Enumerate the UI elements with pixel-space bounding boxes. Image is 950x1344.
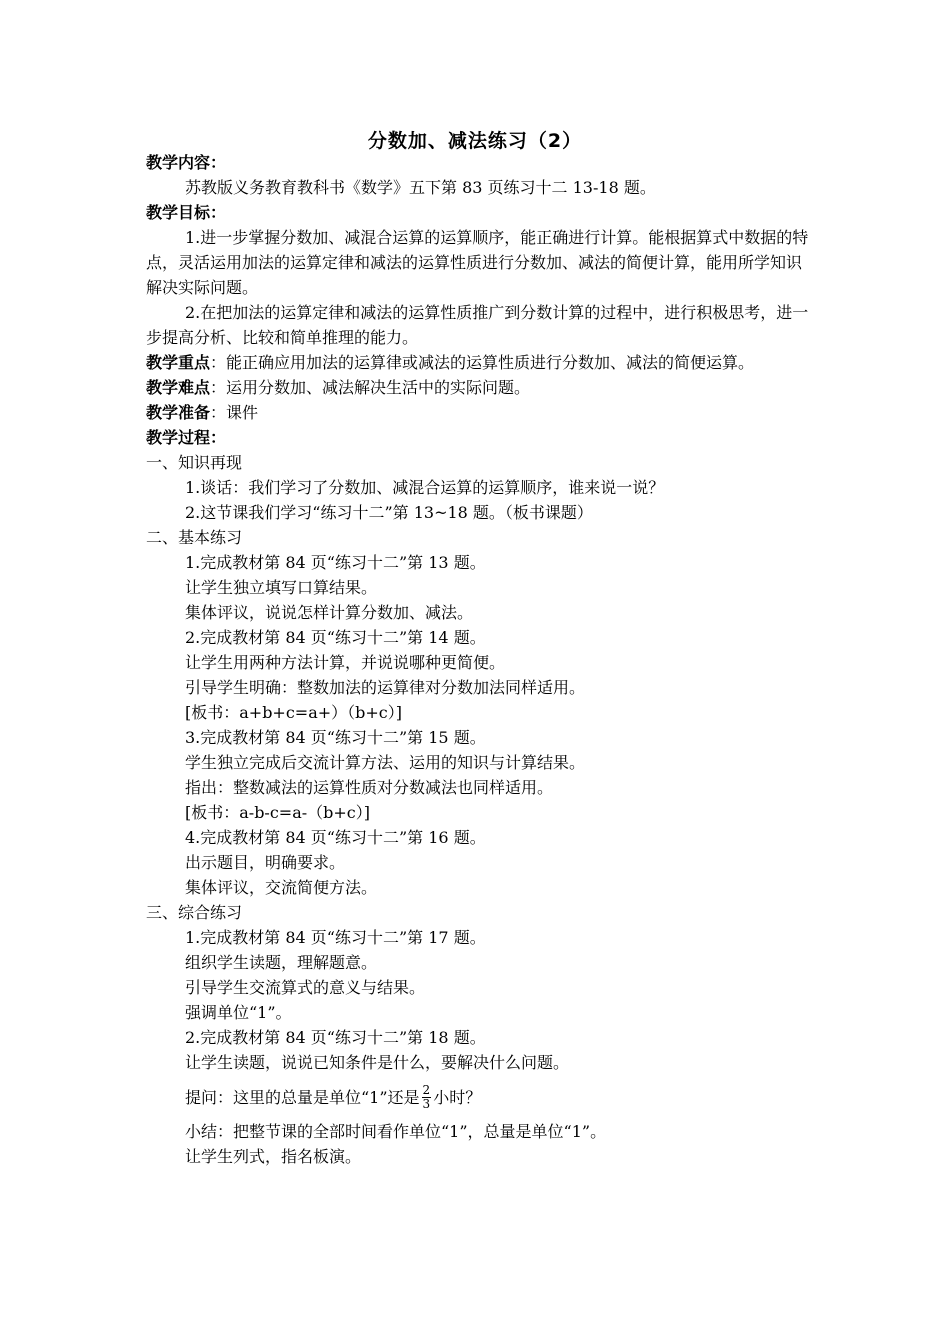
section-2-heading: 二、基本练习: [146, 528, 243, 547]
section-3-heading: 三、综合练习: [146, 903, 243, 922]
content-text: 苏教版义务教育教科书《数学》五下第 83 页练习十二 13-18 题。: [185, 178, 656, 197]
s2-item-4: 4.完成教材第 84 页“练习十二”第 16 题。: [185, 828, 486, 847]
s2-item-1a: 让学生独立填写口算结果。: [185, 578, 378, 597]
label-process: 教学过程：: [146, 428, 227, 447]
s1-item-1: 1.谈话：我们学习了分数加、减混合运算的运算顺序，谁来说一说？: [185, 478, 665, 497]
s3-question-prefix: 提问：这里的总量是单位“1”还是: [185, 1087, 420, 1107]
goal-1: 1.进一步掌握分数加、减混合运算的运算顺序，能正确进行计算。能根据算式中数据的特点，灵活运用加法的运算定律和减法的运算性质进行分数加、减法的简便计算，能用所学知识解决实际问题。: [146, 228, 809, 297]
s3-item-2d: 让学生列式，指名板演。: [185, 1147, 362, 1166]
label-prep: 教学准备: [146, 403, 211, 422]
prep-text: ：课件: [210, 403, 259, 422]
s3-item-2a: 让学生读题，说说已知条件是什么，要解决什么问题。: [185, 1053, 570, 1072]
key-point-paragraph: [146, 350, 810, 375]
key-text: ：能正确应用加法的运算律或减法的运算性质进行分数加、减法的简便运算。: [210, 353, 755, 372]
s2-item-1: 1.完成教材第 84 页“练习十二”第 13 题。: [185, 553, 486, 572]
s3-item-1b: 引导学生交流算式的意义与结果。: [185, 978, 426, 997]
preparation-paragraph: [146, 400, 810, 425]
s2-item-1b: 集体评议，说说怎样计算分数加、减法。: [185, 603, 474, 622]
s3-item-1: 1.完成教材第 84 页“练习十二”第 17 题。: [185, 928, 486, 947]
goal-2: 2.在把加法的运算定律和减法的运算性质推广到分数计算的过程中，进行积极思考，进一步提高分析、比较和简单推理的能力。: [146, 303, 809, 347]
fraction-numerator: 2: [422, 1082, 431, 1097]
difficult-text: ：运用分数加、减法解决生活中的实际问题。: [210, 378, 531, 397]
fraction-denominator: 3: [422, 1096, 431, 1111]
s2-board-note-1: [板书：a+b+c=a+）（b+c）]: [185, 703, 403, 722]
label-key: 教学重点: [146, 353, 211, 372]
document-body: [146, 150, 810, 1169]
s2-item-4a: 出示题目，明确要求。: [185, 853, 346, 872]
s2-item-2a: 让学生用两种方法计算，并说说哪种更简便。: [185, 653, 506, 672]
s3-question-suffix: 小时？: [433, 1087, 482, 1107]
s3-item-2: 2.完成教材第 84 页“练习十二”第 18 题。: [185, 1028, 486, 1047]
label-goals: 教学目标：: [146, 203, 227, 222]
s3-summary: 小结：把整节课的全部时间看作单位“1”，总量是单位“1”。: [185, 1122, 607, 1141]
section-1-heading: 一、知识再现: [146, 453, 243, 472]
s2-item-2b: 引导学生明确：整数加法的运算律对分数加法同样适用。: [185, 678, 586, 697]
s2-item-2: 2.完成教材第 84 页“练习十二”第 14 题。: [185, 628, 486, 647]
s2-item-3b: 指出：整数减法的运算性质对分数减法也同样适用。: [185, 778, 554, 797]
s2-item-4b: 集体评议，交流简便方法。: [185, 878, 378, 897]
s1-item-2: 2.这节课我们学习“练习十二”第 13~18 题。（板书课题）: [185, 503, 593, 522]
label-difficult: 教学难点: [146, 378, 211, 397]
s3-question-line: [146, 1075, 810, 1119]
s2-item-3: 3.完成教材第 84 页“练习十二”第 15 题。: [185, 728, 486, 747]
label-content: 教学内容：: [146, 153, 227, 172]
s2-board-note-2: [板书：a-b-c=a-（b+c）]: [185, 803, 371, 822]
s3-item-1c: 强调单位“1”。: [185, 1003, 292, 1022]
s3-item-1a: 组织学生读题，理解题意。: [185, 953, 378, 972]
fraction-two-thirds: [422, 1084, 432, 1111]
s2-item-3a: 学生独立完成后交流计算方法、运用的知识与计算结果。: [185, 753, 586, 772]
page-title: 分数加、减法练习（2）: [367, 130, 583, 152]
difficult-point-paragraph: [146, 375, 810, 400]
